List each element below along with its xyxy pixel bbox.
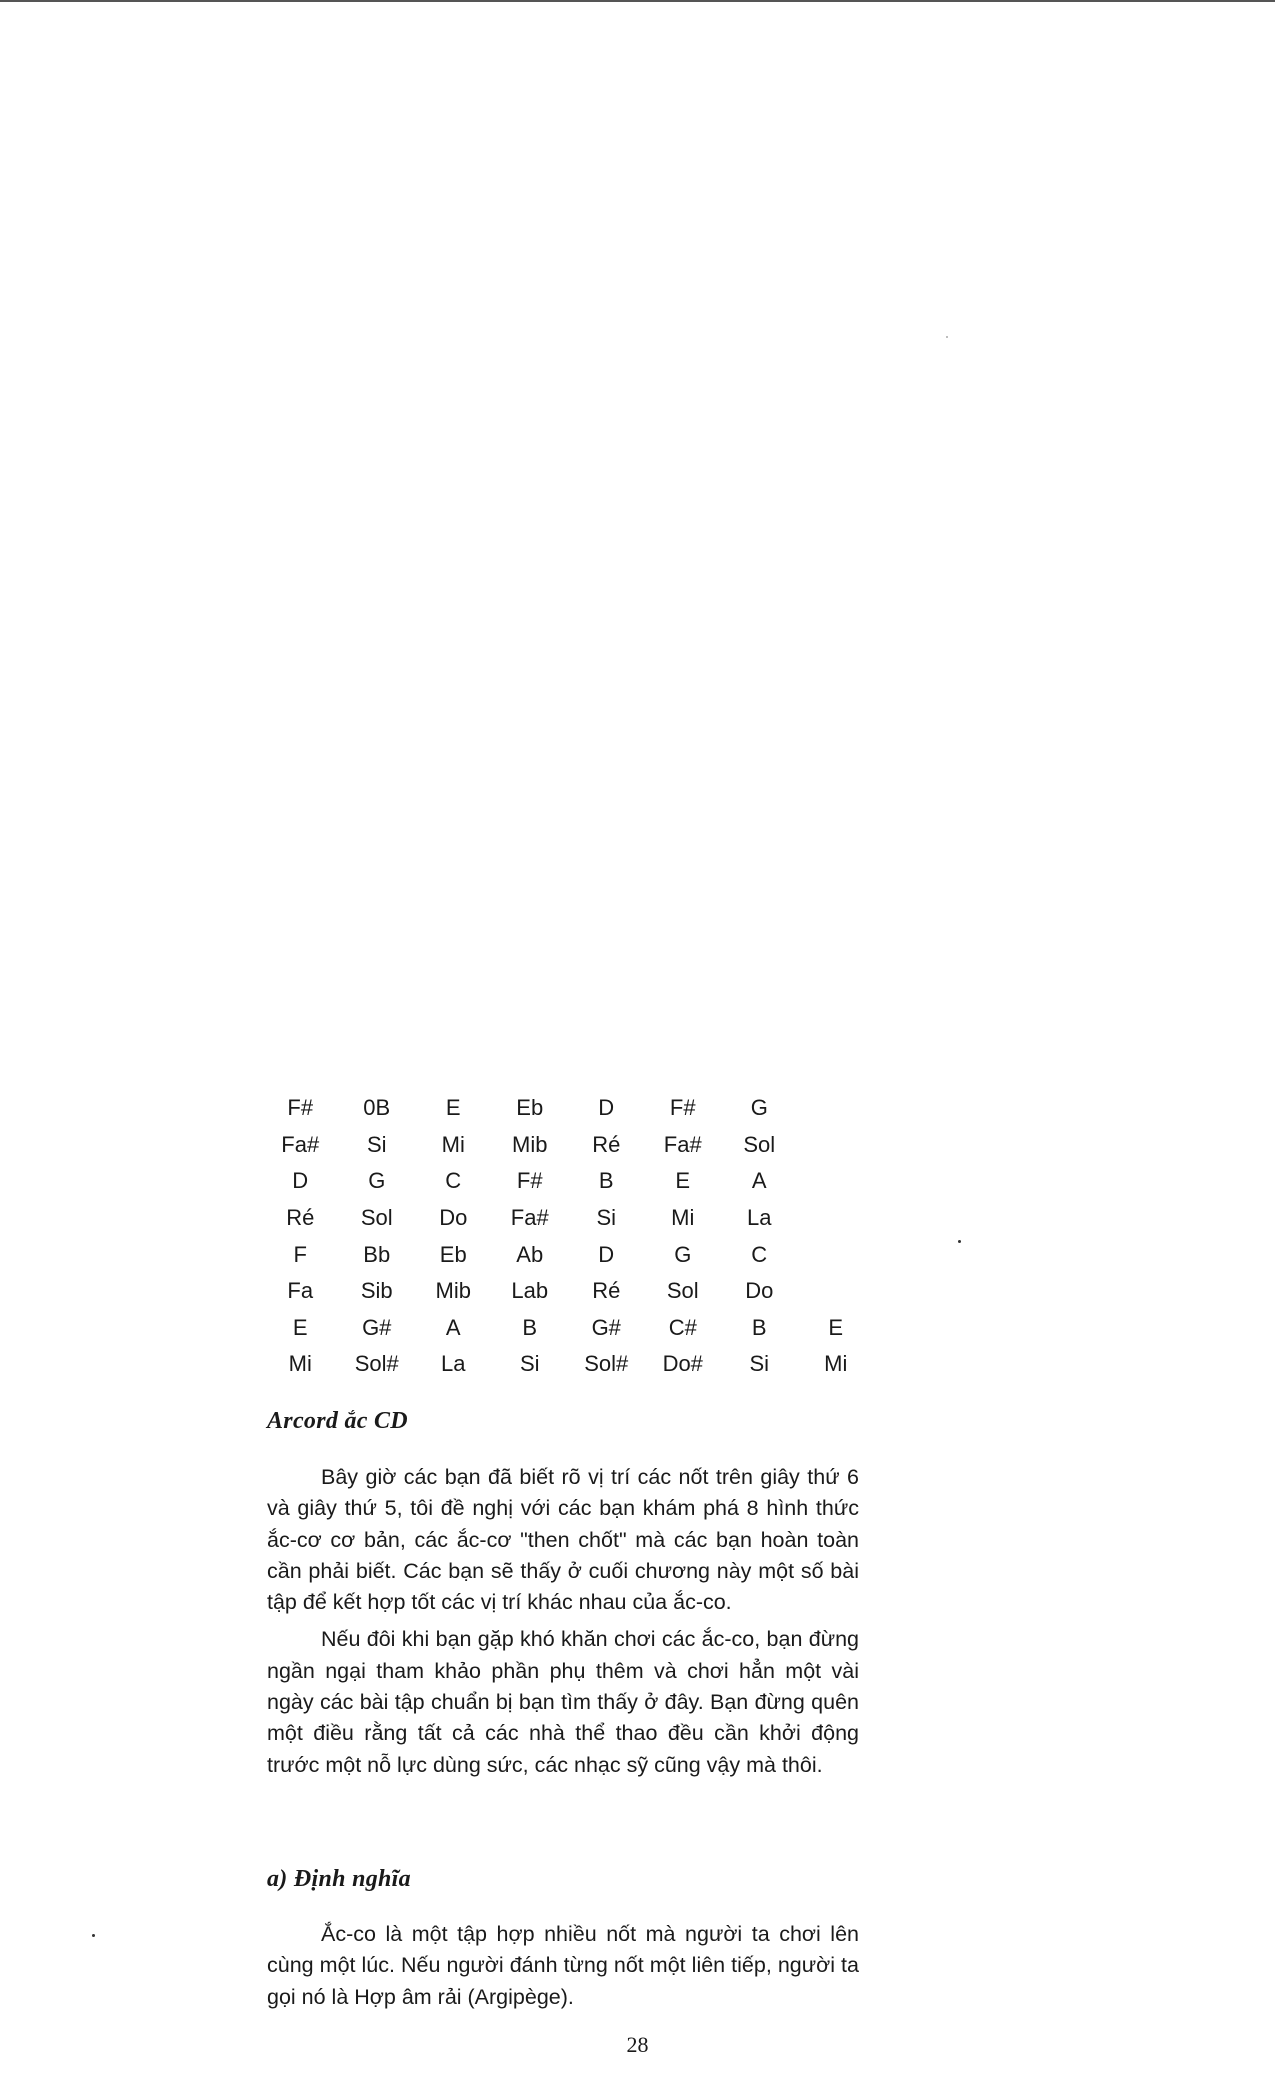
note-cell: Fa# xyxy=(510,1205,549,1231)
note-cell: Eb xyxy=(516,1095,544,1121)
note-cell: D xyxy=(598,1095,615,1121)
note-cell: Mib xyxy=(512,1131,548,1157)
note-cell: La xyxy=(747,1205,772,1231)
scan-speck xyxy=(92,1934,95,1937)
note-cell: Fa# xyxy=(663,1131,702,1157)
note-table-row xyxy=(262,1090,872,1127)
note-cell: Fa# xyxy=(281,1131,320,1157)
note-cell: Ré xyxy=(592,1131,621,1157)
note-cell: Mi xyxy=(824,1351,848,1377)
section-definition-body xyxy=(267,1919,859,2019)
note-table-row xyxy=(262,1127,872,1164)
paragraph: Bây giờ các bạn đã biết rõ vị trí các nốt trên giây thứ 6 và giây thứ 5, tôi đề nghị với các bạn khám phá 8 hình thức ắc-cơ cơ bản, các ắc-cơ "then chốt" mà các bạn hoàn toàn cần phải biết. Các bạn sẽ thấy ở cuối chương này một số bài tập để kết hợp tốt các vị trí khác nhau của ắc-co. xyxy=(267,1465,859,1615)
note-cell: Sol xyxy=(360,1205,393,1231)
note-table-row xyxy=(262,1346,872,1383)
note-cell: Fa xyxy=(287,1278,314,1304)
note-table-row xyxy=(262,1163,872,1200)
note-cell: B xyxy=(598,1168,614,1194)
section-arcord-body xyxy=(267,1462,859,1787)
note-cell: E xyxy=(828,1314,844,1340)
note-table-row xyxy=(262,1310,872,1347)
note-cell: 0B xyxy=(363,1095,391,1121)
note-cell: Mi xyxy=(441,1131,465,1157)
note-cell: G xyxy=(674,1241,692,1267)
note-cell: F xyxy=(293,1241,307,1267)
note-cell: Do xyxy=(745,1278,774,1304)
note-cell: F# xyxy=(287,1095,314,1121)
note-cell: La xyxy=(441,1351,466,1377)
top-border-line xyxy=(0,0,1275,2)
note-cell: Si xyxy=(519,1351,540,1377)
note-cell: Sol xyxy=(666,1278,699,1304)
note-cell: A xyxy=(445,1314,461,1340)
note-cell: A xyxy=(751,1168,767,1194)
paragraph: Nếu đôi khi bạn gặp khó khăn chơi các ắc-co, bạn đừng ngần ngại tham khảo phần phụ thêm và chơi hẳn một vài ngày các bài tập chuẩn bị bạn tìm thấy ở đây. Bạn đừng quên một điều rằng tất cả các nhà thể thao đều cần khởi động trước một nỗ lực dùng sức, các nhạc sỹ cũng vậy mà thôi. xyxy=(267,1627,859,1777)
note-cell: B xyxy=(751,1314,767,1340)
note-cell: F# xyxy=(516,1168,543,1194)
note-cell: B xyxy=(522,1314,538,1340)
note-cell: Mi xyxy=(288,1351,312,1377)
note-cell: C xyxy=(751,1241,768,1267)
scan-speck xyxy=(946,336,948,338)
note-cell: Si xyxy=(366,1131,387,1157)
scan-speck xyxy=(958,1240,961,1243)
note-table-row xyxy=(262,1236,872,1273)
note-cell: Sol# xyxy=(354,1351,399,1377)
note-cell: Ré xyxy=(286,1205,315,1231)
note-cell: E xyxy=(675,1168,691,1194)
note-cell: Do# xyxy=(662,1351,703,1377)
note-cell: Eb xyxy=(439,1241,467,1267)
note-cell: E xyxy=(445,1095,461,1121)
note-cell: G# xyxy=(362,1314,392,1340)
section-heading-definition: a) Định nghĩa xyxy=(267,1866,411,1892)
note-cell: G xyxy=(750,1095,768,1121)
paragraph: Ắc-co là một tập hợp nhiều nốt mà người ta chơi lên cùng một lúc. Nếu người đánh từng nốt một liên tiếp, người ta gọi nó là Hợp âm rải (Argipège). xyxy=(267,1922,859,2009)
note-cell: Ré xyxy=(592,1278,621,1304)
note-cell: Sol xyxy=(743,1131,776,1157)
note-cell: G xyxy=(368,1168,386,1194)
note-cell: E xyxy=(292,1314,308,1340)
note-cell: Sol# xyxy=(584,1351,629,1377)
note-cell: Si xyxy=(596,1205,617,1231)
note-cell: Sib xyxy=(360,1278,393,1304)
note-cell: Ab xyxy=(516,1241,544,1267)
note-cell: G# xyxy=(591,1314,621,1340)
note-cell: D xyxy=(292,1168,309,1194)
note-cell: C xyxy=(445,1168,462,1194)
page-number: 28 xyxy=(626,2032,649,2057)
note-table-row xyxy=(262,1273,872,1310)
note-cell: Mi xyxy=(671,1205,695,1231)
note-cell: Lab xyxy=(511,1278,549,1304)
note-cell: Do xyxy=(439,1205,468,1231)
note-table xyxy=(262,1090,872,1383)
section-heading-arcord: Arcord ắc CD xyxy=(267,1408,408,1434)
note-cell: D xyxy=(598,1241,615,1267)
note-cell: C# xyxy=(668,1314,697,1340)
note-table-row xyxy=(262,1200,872,1237)
note-cell: F# xyxy=(669,1095,696,1121)
note-cell: Bb xyxy=(363,1241,391,1267)
note-cell: Mib xyxy=(435,1278,471,1304)
note-cell: Si xyxy=(749,1351,770,1377)
